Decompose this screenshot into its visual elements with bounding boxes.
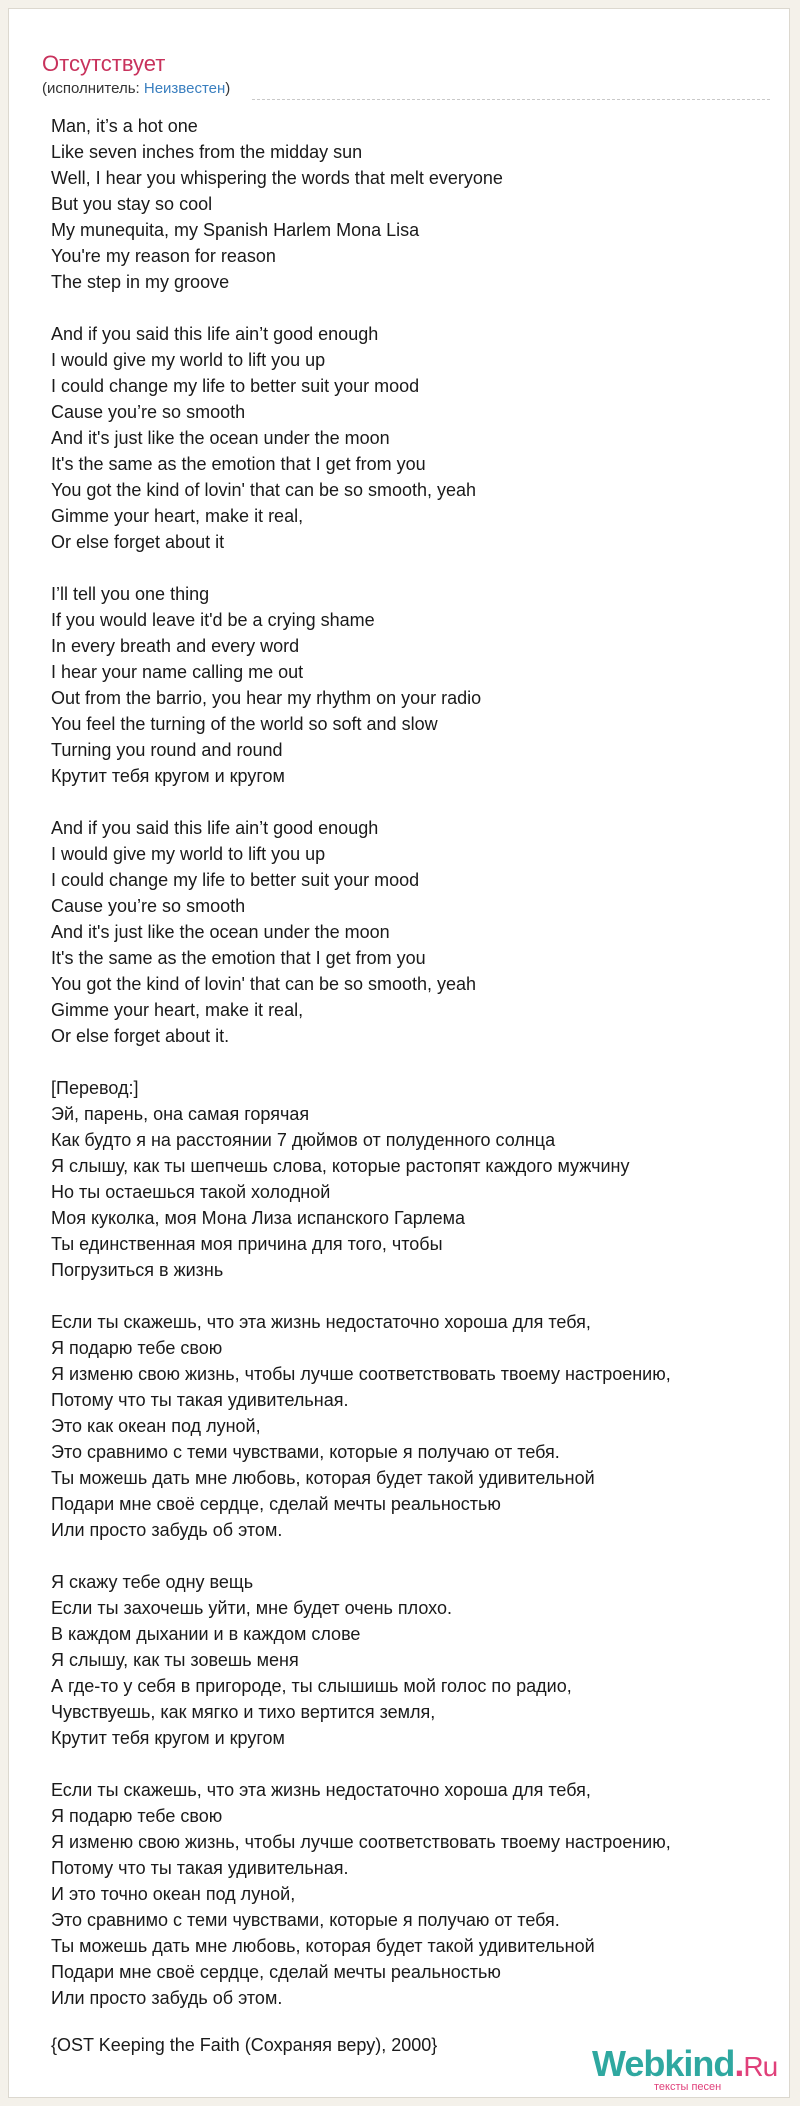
lyrics-stanza (51, 113, 771, 295)
lyrics-stanza (51, 581, 771, 789)
artist-suffix: ) (225, 80, 231, 97)
lyric-line: [Перевод:] (51, 1078, 139, 1098)
lyric-line: Like seven inches from the midday sun (51, 142, 363, 162)
lyric-line: Если ты скажешь, что эта жизнь недостаточно хороша для тебя, (51, 1780, 591, 1800)
lyrics-card (8, 8, 790, 2098)
lyric-line: Это как океан под луной, (51, 1416, 261, 1436)
logo-ru: Ru (743, 2051, 778, 2082)
lyrics-stanza (51, 1777, 771, 2011)
lyric-line: I hear your name calling me out (51, 662, 304, 682)
artist-link[interactable]: Неизвестен (143, 80, 226, 97)
logo-tagline: тексты песен (654, 2081, 722, 2093)
lyric-line: Ты можешь дать мне любовь, которая будет такой удивительной (51, 1468, 595, 1488)
lyric-line: Я слышу, как ты шепчешь слова, которые растопят каждого мужчину (51, 1156, 630, 1176)
lyric-line: Я скажу тебе одну вещь (51, 1572, 254, 1592)
lyric-line: Или просто забудь об этом. (51, 1988, 283, 2008)
lyric-line: I’ll tell you one thing (51, 584, 210, 604)
logo-dot: . (734, 2043, 744, 2084)
lyric-line: Я подарю тебе свою (51, 1338, 223, 1358)
lyric-line: And it's just like the ocean under the moon (51, 922, 390, 942)
lyric-line: You feel the turning of the world so soft and slow (51, 714, 438, 734)
lyric-line: Подари мне своё сердце, сделай мечты реальностью (51, 1962, 501, 1982)
lyric-line: Я изменю свою жизнь, чтобы лучше соответствовать твоему настроению, (51, 1364, 671, 1384)
lyrics-stanza (51, 815, 771, 1049)
lyric-line: Или просто забудь об этом. (51, 1520, 283, 1540)
lyric-line: Я слышу, как ты зовешь меня (51, 1650, 299, 1670)
lyric-line: You're my reason for reason (51, 246, 276, 266)
logo-web: Web (592, 2043, 665, 2084)
artist-prefix: (исполнитель: (42, 80, 144, 97)
lyrics-body (51, 113, 771, 2037)
lyric-line: If you would leave it'd be a crying shame (51, 610, 375, 630)
lyric-line: My munequita, my Spanish Harlem Mona Lisa (51, 220, 420, 240)
lyric-line: Out from the barrio, you hear my rhythm on your radio (51, 688, 482, 708)
lyric-line: I would give my world to lift you up (51, 350, 326, 370)
lyric-line: You got the kind of lovin' that can be so smooth, yeah (51, 480, 477, 500)
webkind-logo[interactable] (592, 2045, 782, 2093)
lyric-line: Я подарю тебе свою (51, 1806, 223, 1826)
lyric-line: Моя куколка, моя Мона Лиза испанского Гарлема (51, 1208, 465, 1228)
lyric-line: Or else forget about it (51, 532, 225, 552)
lyrics-stanza (51, 321, 771, 555)
lyric-line: Погрузиться в жизнь (51, 1260, 224, 1280)
lyric-line: You got the kind of lovin' that can be so smooth, yeah (51, 974, 477, 994)
logo-wordmark (592, 2045, 782, 2086)
lyric-line: Подари мне своё сердце, сделай мечты реальностью (51, 1494, 501, 1514)
lyrics-stanza (51, 1309, 771, 1543)
logo-kind: kind (664, 2043, 735, 2084)
lyric-line: Gimme your heart, make it real, (51, 1000, 304, 1020)
lyric-line: Если ты скажешь, что эта жизнь недостаточно хороша для тебя, (51, 1312, 591, 1332)
lyric-line: В каждом дыхании и в каждом слове (51, 1624, 361, 1644)
lyric-line: It's the same as the emotion that I get from you (51, 948, 426, 968)
lyric-line: И это точно океан под луной, (51, 1884, 296, 1904)
lyric-line: Но ты остаешься такой холодной (51, 1182, 331, 1202)
lyric-line: I could change my life to better suit your mood (51, 870, 420, 890)
lyric-line: I would give my world to lift you up (51, 844, 326, 864)
lyrics-stanza (51, 1569, 771, 1751)
lyric-line: Cause you’re so smooth (51, 896, 246, 916)
lyric-line: Turning you round and round (51, 740, 283, 760)
lyric-line: Чувствуешь, как мягко и тихо вертится земля, (51, 1702, 436, 1722)
lyric-line: Эй, парень, она самая горячая (51, 1104, 310, 1124)
lyric-line: Well, I hear you whispering the words that melt everyone (51, 168, 503, 188)
lyric-line: And if you said this life ain’t good enough (51, 324, 379, 344)
song-title: Отсутствует (42, 51, 166, 76)
lyric-line: Как будто я на расстоянии 7 дюймов от полуденного солнца (51, 1130, 556, 1150)
lyric-line: Ты можешь дать мне любовь, которая будет такой удивительной (51, 1936, 595, 1956)
lyric-line: The step in my groove (51, 272, 230, 292)
lyric-line: Gimme your heart, make it real, (51, 506, 304, 526)
lyric-line: And if you said this life ain’t good enough (51, 818, 379, 838)
lyric-line: And it's just like the ocean under the moon (51, 428, 390, 448)
song-footer-note: {OST Keeping the Faith (Сохраняя веру), 2000} (51, 2035, 438, 2055)
lyric-line: Крутит тебя кругом и кругом (51, 1728, 285, 1748)
lyric-line: Or else forget about it. (51, 1026, 230, 1046)
lyric-line: Это сравнимо с теми чувствами, которые я получаю от тебя. (51, 1442, 560, 1462)
lyric-line: Потому что ты такая удивительная. (51, 1858, 349, 1878)
lyric-line: Потому что ты такая удивительная. (51, 1390, 349, 1410)
lyric-line: Man, it’s a hot one (51, 116, 198, 136)
lyric-line: Если ты захочешь уйти, мне будет очень плохо. (51, 1598, 452, 1618)
song-artist-line (42, 80, 230, 98)
header-divider (252, 99, 770, 100)
lyrics-stanza (51, 1075, 771, 1283)
lyric-line: It's the same as the emotion that I get from you (51, 454, 426, 474)
lyric-line: Крутит тебя кругом и кругом (51, 766, 285, 786)
lyric-line: But you stay so cool (51, 194, 213, 214)
lyric-line: А где-то у себя в пригороде, ты слышишь мой голос по радио, (51, 1676, 572, 1696)
lyric-line: Я изменю свою жизнь, чтобы лучше соответствовать твоему настроению, (51, 1832, 671, 1852)
lyric-line: Cause you’re so smooth (51, 402, 246, 422)
lyric-line: I could change my life to better suit your mood (51, 376, 420, 396)
lyric-line: Ты единственная моя причина для того, чтобы (51, 1234, 443, 1254)
lyric-line: Это сравнимо с теми чувствами, которые я получаю от тебя. (51, 1910, 560, 1930)
lyric-line: In every breath and every word (51, 636, 300, 656)
